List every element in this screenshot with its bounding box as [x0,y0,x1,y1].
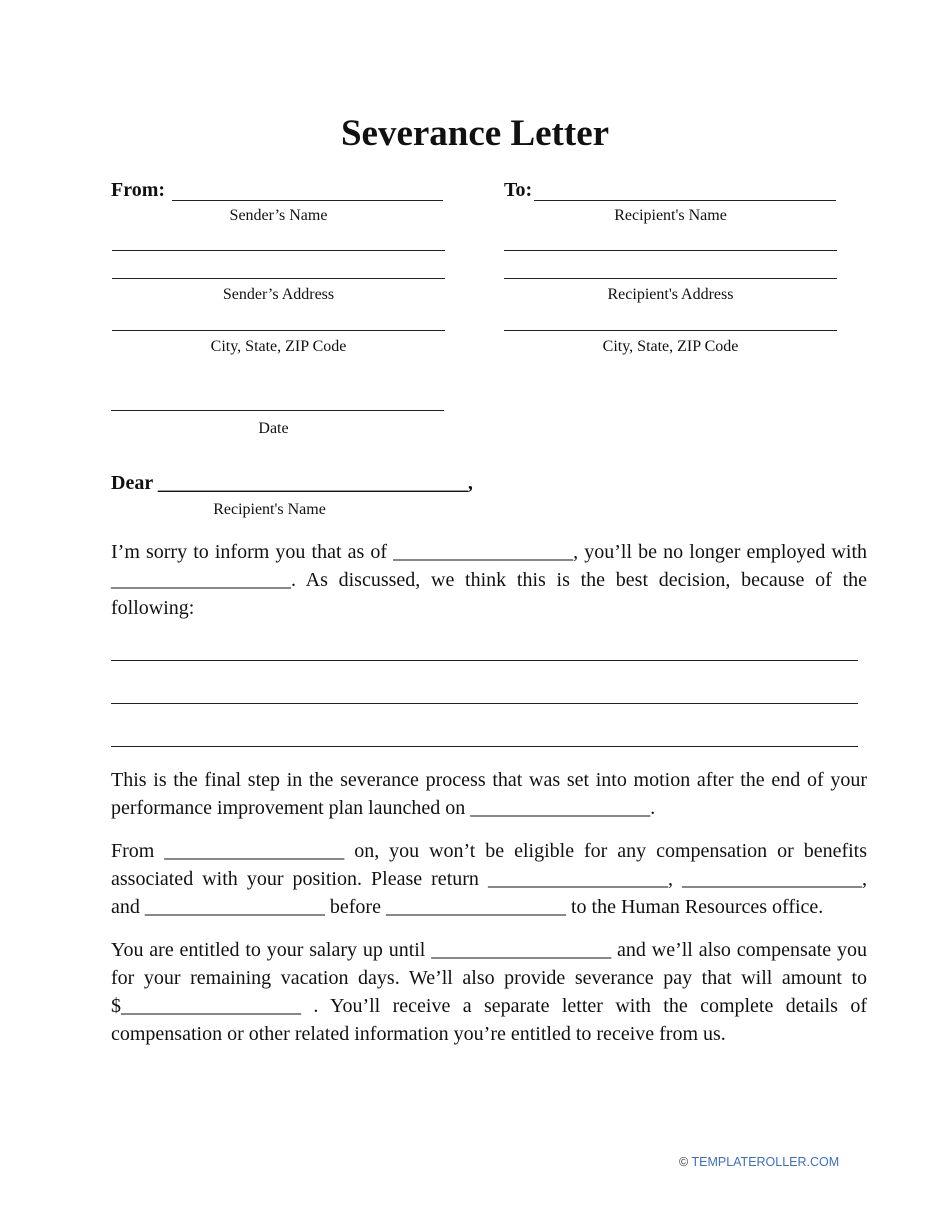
date-caption: Date [258,420,289,437]
paragraph-1: I’m sorry to inform you that as of __________________, you’ll be no longer employed with __________________. As discussed, we think this is the best decision, because of the following: [111,541,867,619]
recipient-name-line[interactable] [534,200,836,201]
copyright-symbol: © [679,1155,689,1169]
recipient-name-caption: Recipient's Name [614,207,727,224]
from-label: From: [111,179,166,201]
paragraph-4: You are entitled to your salary up until __________________ and we’ll also compensate you for your remaining vacation days. We’ll also provide severance pay that will amount to $__________________ . You’ll receive a separate letter with the complete details of compensation or other related information you’re entitled to receive from us. [111,939,867,1045]
to-label: To: [504,179,533,201]
recipient-address-line-2[interactable] [504,278,837,279]
footer-brand-link[interactable]: TEMPLATEROLLER.COM [691,1155,840,1169]
sender-city-line[interactable] [112,330,445,331]
reason-line-3[interactable] [111,746,858,747]
paragraph-3: From __________________ on, you won’t be eligible for any compensation or benefits associated with your position. Please return __________________, __________________, and __________________ before __________________ to the Human Resources office. [111,840,867,918]
recipient-city-caption: City, State, ZIP Code [602,338,739,355]
recipient-address-caption: Recipient's Address [607,286,734,303]
recipient-address-line-1[interactable] [504,250,837,251]
dear-caption: Recipient's Name [213,501,326,518]
reason-line-2[interactable] [111,703,858,704]
sender-name-caption: Sender’s Name [229,207,328,224]
sender-address-line-2[interactable] [112,278,445,279]
sender-address-line-1[interactable] [112,250,445,251]
recipient-city-line[interactable] [504,330,837,331]
sender-city-caption: City, State, ZIP Code [210,338,347,355]
sender-address-caption: Sender’s Address [222,286,335,303]
paragraph-2: This is the final step in the severance process that was set into motion after the end of your performance improvement plan launched on __________________. [111,769,867,819]
date-line[interactable] [111,410,444,411]
sender-name-line[interactable] [172,200,443,201]
salutation: Dear _______________________________, [111,472,473,494]
footer [679,1155,839,1169]
document-title: Severance Letter [340,113,610,154]
reason-line-1[interactable] [111,660,858,661]
